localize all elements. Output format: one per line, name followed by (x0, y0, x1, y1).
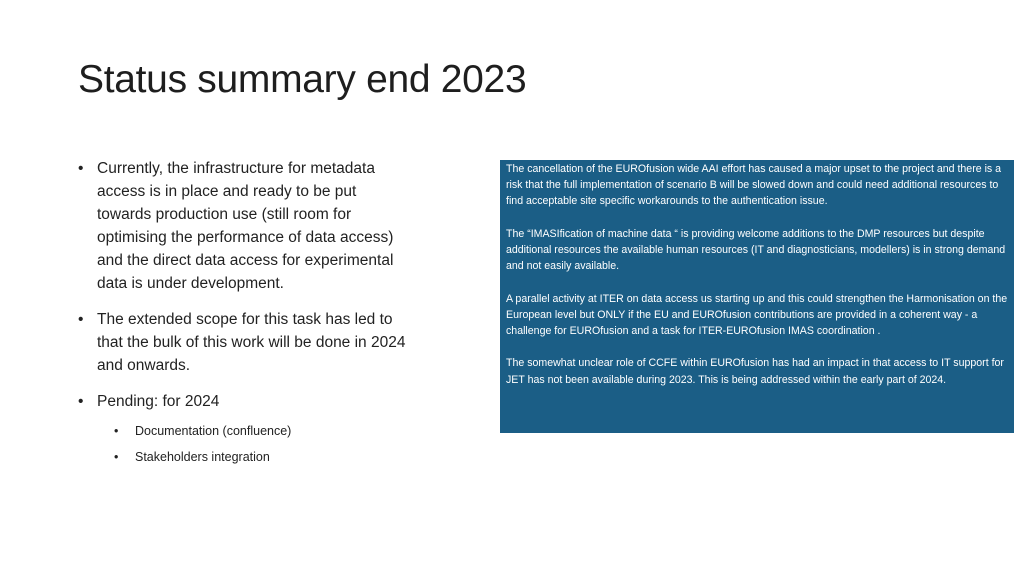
info-paragraph: The cancellation of the EUROfusion wide AAI effort has caused a major upset to the project and there is a risk that the full implementation of scenario B will be slowed down and could need additional resources to find acceptable site specific workarounds to the authentication issue. (506, 163, 1002, 208)
bullet-item: • The extended scope for this task has led to that the bulk of this work will be done in 2024 and onwards. (78, 308, 408, 377)
bullet-list (78, 157, 408, 478)
info-box (500, 160, 1014, 433)
bullet-item: • Currently, the infrastructure for metadata access is in place and ready to be put towards production use (still room for optimising the performance of data access) and the direct data access for experimental data is under development. (78, 157, 408, 295)
sub-bullet-list (97, 423, 408, 465)
slide-title: Status summary end 2023 (78, 58, 527, 101)
sub-bullet-item: • Stakeholders integration (97, 449, 408, 465)
sub-bullet-item: • Documentation (confluence) (97, 423, 408, 439)
bullet-item-pending (78, 390, 408, 465)
info-paragraph: A parallel activity at ITER on data access us starting up and this could strengthen the Harmonisation on the European level but ONLY if the EU and EUROfusion contributions are provided in a coherent way - a challenge for EUROfusion and a task for ITER-EUROfusion IMAS coordination . (506, 292, 1008, 337)
bullet-item-label: Pending: for 2024 (97, 393, 220, 410)
info-paragraph: The somewhat unclear role of CCFE within EUROfusion has had an impact in that access to IT support for JET has not been available during 2023. This is being addressed within the early part of 2024. (506, 357, 1004, 386)
info-paragraph: The “IMASIfication of machine data “ is providing welcome additions to the DMP resources but despite additional resources the available human resources (IT and diagnosticians, modellers) is in strong demand and not easily available. (506, 227, 1006, 273)
